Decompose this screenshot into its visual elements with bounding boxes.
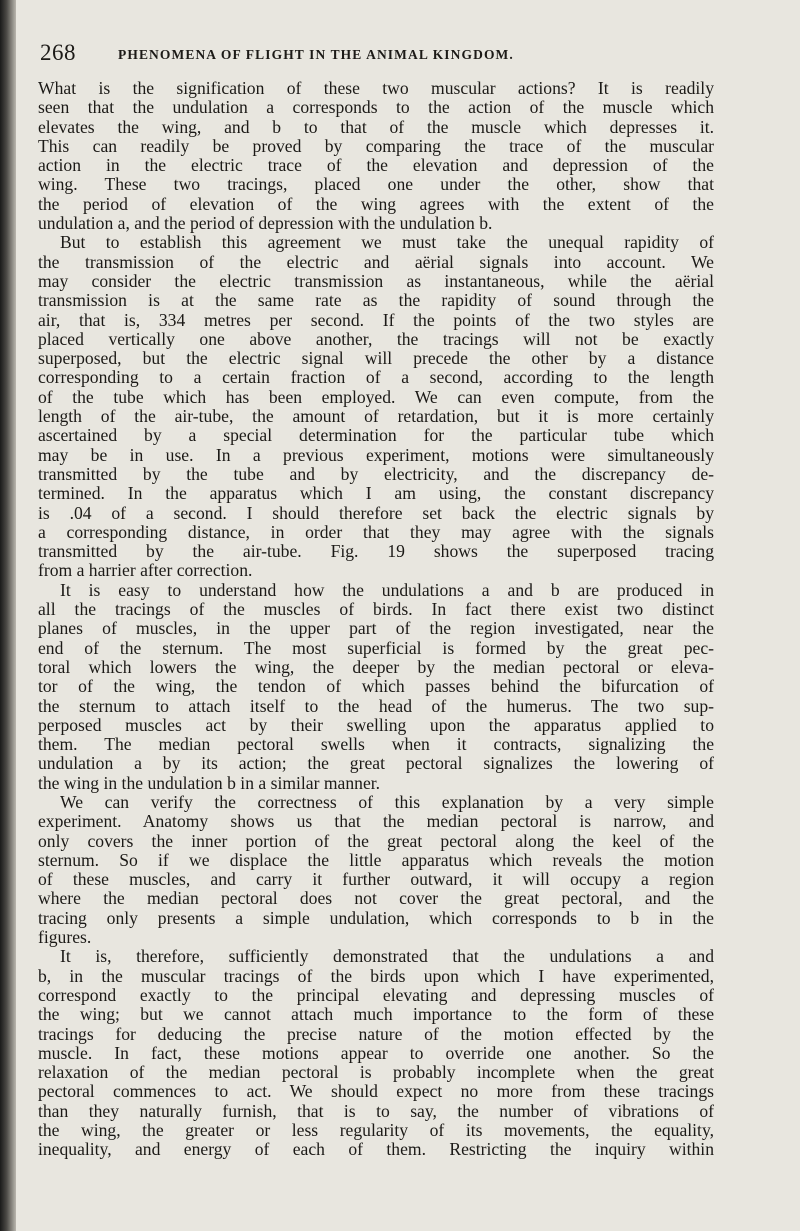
text-line: the sternum to attach itself to the head of the humerus. The two sup- — [38, 695, 714, 716]
text-line: tracing only presents a simple undulation, which corresponds to b in the — [38, 907, 714, 928]
text-line: the transmission of the electric and aërial signals into account. We — [38, 251, 714, 272]
text-line: It is, therefore, sufficiently demonstrated that the undulations a and — [60, 946, 714, 967]
text-line: figures. — [38, 927, 92, 948]
text-line: experiment. Anatomy shows us that the median pectoral is narrow, and — [38, 811, 714, 832]
text-line: tor of the wing, the tendon of which passes behind the bifurcation of — [38, 676, 714, 697]
text-line: wing. These two tracings, placed one under the other, show that — [38, 174, 714, 195]
text-line: transmitted by the tube and by electricity, and the discrepancy de- — [38, 463, 714, 484]
text-line: is .04 of a second. I should therefore set back the electric signals by — [38, 502, 714, 523]
paragraph — [38, 581, 714, 793]
text-line: tracings for deducing the precise nature of the motion effected by the — [38, 1023, 714, 1044]
text-line: It is easy to understand how the undulations a and b are produced in — [60, 579, 714, 600]
text-line: all the tracings of the muscles of birds. In fact there exist two distinct — [38, 599, 714, 620]
text-line: action in the electric trace of the elevation and depression of the — [38, 155, 714, 176]
running-title: PHENOMENA OF FLIGHT IN THE ANIMAL KINGDOM. — [118, 47, 514, 62]
text-line: of the tube which has been employed. We can even compute, from the — [38, 386, 714, 407]
text-line: where the median pectoral does not cover the great pectoral, and the — [38, 888, 714, 909]
text-line: the wing in the undulation b in a similar manner. — [38, 772, 381, 793]
page-number: 268 — [40, 40, 76, 65]
paragraph — [38, 793, 714, 947]
text-line: placed vertically one above another, the tracings will not be exactly — [38, 328, 714, 349]
text-line: the period of elevation of the wing agrees with the extent of the — [38, 193, 714, 214]
text-line: undulation a, and the period of depression with the undulation b. — [38, 213, 493, 234]
text-line: inequality, and energy of each of them. Restricting the inquiry within — [38, 1139, 714, 1160]
text-line: transmitted by the air-tube. Fig. 19 shows the superposed tracing — [38, 541, 714, 562]
text-line: correspond exactly to the principal elevating and depressing muscles of — [38, 984, 714, 1005]
text-line: them. The median pectoral swells when it contracts, signalizing the — [38, 734, 714, 755]
text-line: sternum. So if we displace the little apparatus which reveals the motion — [38, 849, 714, 870]
text-line: air, that is, 334 metres per second. If the points of the two styles are — [38, 309, 714, 330]
text-line: perposed muscles act by their swelling upon the apparatus applied to — [38, 714, 714, 735]
text-line: a corresponding distance, in order that they may agree with the signals — [38, 521, 714, 542]
paragraph — [38, 947, 714, 1159]
body-text — [38, 79, 714, 1160]
text-line: of these muscles, and carry it further outward, it will occupy a region — [38, 869, 714, 890]
text-line: planes of muscles, in the upper part of the region investigated, near the — [38, 618, 714, 639]
text-line: toral which lowers the wing, the deeper by the median pectoral or eleva- — [38, 656, 714, 677]
text-line: What is the signification of these two muscular actions? It is readily — [38, 78, 714, 98]
text-line: the wing; but we cannot attach much importance to the form of these — [38, 1004, 714, 1025]
text-line: end of the sternum. The most superficial is formed by the great pec- — [38, 637, 714, 658]
text-line: seen that the undulation a corresponds to the action of the muscle which — [38, 97, 714, 118]
text-line: than they naturally furnish, that is to say, the number of vibrations of — [38, 1100, 714, 1121]
text-line: undulation a by its action; the great pectoral signalizes the lowering of — [38, 753, 714, 774]
text-line: transmission is at the same rate as the rapidity of sound through the — [38, 290, 714, 311]
paragraph — [38, 233, 714, 580]
text-line: only covers the inner portion of the great pectoral along the keel of the — [38, 830, 714, 851]
text-line: relaxation of the median pectoral is probably incomplete when the great — [38, 1062, 714, 1083]
text-line: But to establish this agreement we must take the unequal rapidity of — [60, 232, 714, 253]
text-line: pectoral commences to act. We should expect no more from these tracings — [38, 1081, 714, 1102]
text-line: superposed, but the electric signal will precede the other by a distance — [38, 348, 714, 369]
text-line: termined. In the apparatus which I am using, the constant discrepancy — [38, 483, 714, 504]
page-header — [40, 40, 740, 70]
text-line: b, in the muscular tracings of the birds upon which I have experimented, — [38, 965, 714, 986]
text-line: We can verify the correctness of this explanation by a very simple — [60, 791, 714, 812]
text-line: corresponding to a certain fraction of a second, according to the length — [38, 367, 714, 388]
text-line: ascertained by a special determination for the particular tube which — [38, 425, 714, 446]
text-line: may be in use. In a previous experiment, motions were simultaneously — [38, 444, 714, 465]
text-line: muscle. In fact, these motions appear to override one another. So the — [38, 1042, 714, 1063]
text-line: elevates the wing, and b to that of the muscle which depresses it. — [38, 116, 714, 137]
text-line: This can readily be proved by comparing the trace of the muscular — [38, 135, 714, 156]
binding-shadow — [0, 0, 16, 1231]
text-line: length of the air-tube, the amount of retardation, but it is more certainly — [38, 406, 714, 427]
paragraph — [38, 79, 714, 233]
text-line: from a harrier after correction. — [38, 560, 253, 581]
text-line: may consider the electric transmission as instantaneous, while the aërial — [38, 270, 714, 291]
text-line: the wing, the greater or less regularity of its movements, the equality, — [38, 1120, 714, 1141]
